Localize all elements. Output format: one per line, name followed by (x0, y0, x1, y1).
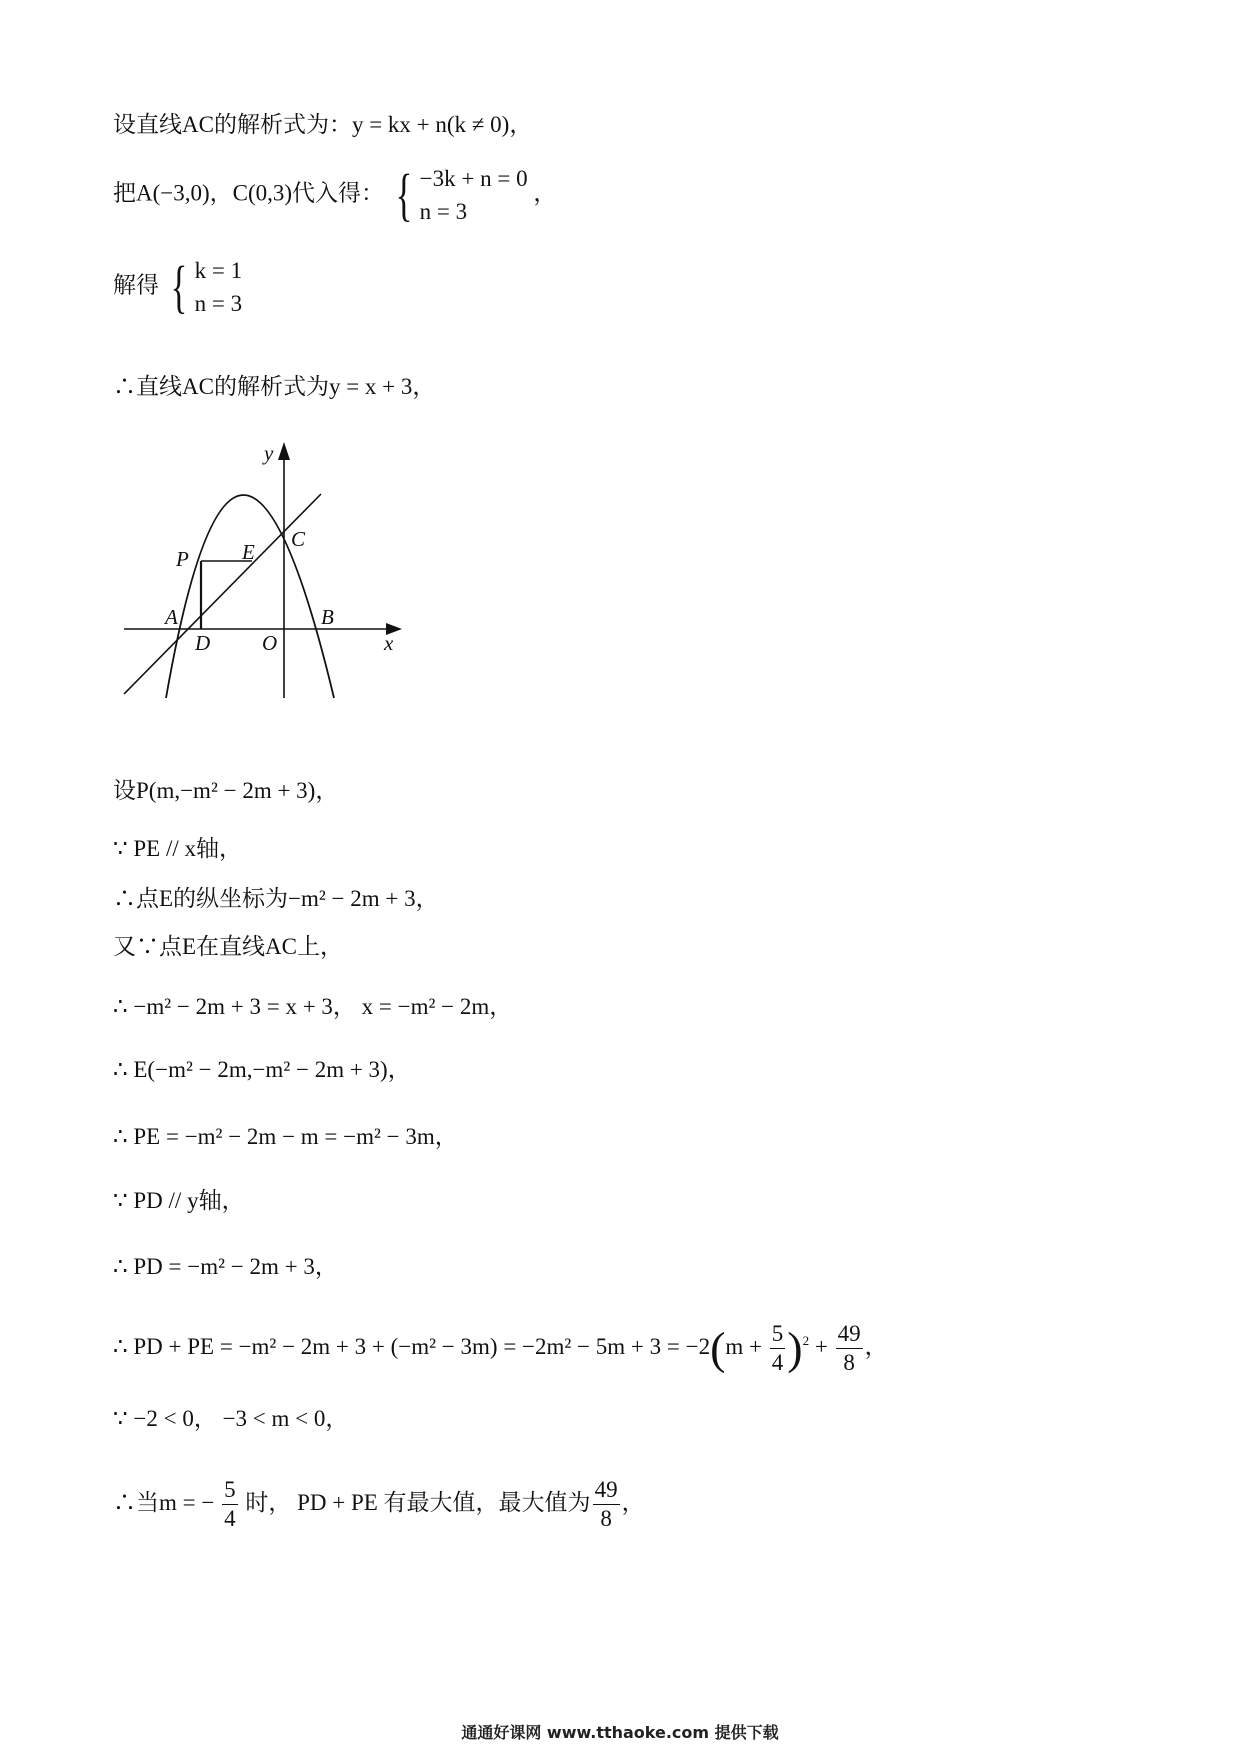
label-e: E (242, 540, 255, 564)
substitution-line (113, 162, 556, 228)
denominator: 4 (224, 1506, 236, 1531)
text-line: 又∵点E在直线AC上， (113, 934, 343, 959)
fraction-5-4 (222, 1476, 238, 1533)
exponent: 2 (802, 1333, 810, 1349)
text-line: ∴ −m² − 2m + 3 = x + 3， x = −m² − 2m， (113, 994, 513, 1019)
paren-open: ( (710, 1322, 726, 1374)
numerator: 49 (593, 1476, 620, 1505)
text-line: ∴点E的纵坐标为−m² − 2m + 3， (113, 886, 439, 911)
e-on-ac-line (113, 932, 343, 962)
pe-parallel-line (113, 834, 242, 864)
solution-line (113, 254, 242, 320)
text-segment: m + (725, 1333, 763, 1359)
punctuation: ， (621, 1489, 645, 1515)
sum-line (113, 1320, 888, 1377)
punctuation: ， (533, 180, 557, 206)
set-p-line (113, 776, 338, 806)
label-a: A (165, 605, 178, 629)
text-line: ∵ −2 < 0， −3 < m < 0， (113, 1406, 349, 1431)
pd-parallel-line (113, 1186, 245, 1216)
system-row: k = 1 (194, 258, 243, 283)
label-o: O (262, 631, 278, 655)
system-row: n = 3 (194, 291, 243, 316)
punctuation: ， (864, 1333, 888, 1359)
max-value-line (113, 1476, 645, 1533)
solution-system (165, 254, 242, 320)
label-x: x (384, 631, 394, 655)
fraction-5-4 (770, 1320, 786, 1377)
text-line: ∴ PE = −m² − 2m − m = −m² − 3m， (113, 1124, 458, 1149)
label-d: D (195, 631, 211, 655)
parabola-figure (120, 432, 420, 707)
text-segment: + (814, 1333, 828, 1359)
parabola-curve (166, 495, 334, 698)
text-segment: 把A(−3,0)，C(0,3)代入得： (113, 180, 385, 206)
numerator: 5 (770, 1320, 786, 1349)
fraction-49-8 (836, 1320, 863, 1377)
numerator: 49 (836, 1320, 863, 1349)
footer-watermark: 通通好课网 www.tthaoke.com 提供下载 (461, 1723, 779, 1742)
text-segment: ∴ PD + PE = −m² − 2m + 3 + (−m² − 3m) = −2m² − 5m + 3 = −2 (113, 1333, 711, 1359)
y-axis-arrow (278, 442, 290, 460)
text-line: ∴ PD = −m² − 2m + 3， (113, 1254, 338, 1279)
denominator: 8 (600, 1506, 612, 1531)
solve-x-line (113, 992, 512, 1022)
line-ac (124, 494, 321, 694)
text-line: ∵ PD // y轴， (113, 1188, 245, 1213)
e-ordinate-line (113, 884, 439, 914)
equation-system (390, 162, 528, 228)
text-line: 设直线AC的解析式为：y = kx + n(k ≠ 0)， (113, 112, 533, 137)
line-ac-result (113, 372, 435, 402)
text-segment: 解得 (113, 272, 159, 298)
fraction-49-8 (593, 1476, 620, 1533)
pd-length-line (113, 1252, 338, 1282)
denominator: 4 (771, 1350, 784, 1375)
text-segment: 时， PD + PE 有最大值，最大值为 (245, 1489, 591, 1515)
numerator: 5 (222, 1476, 238, 1505)
system-row: −3k + n = 0 (419, 166, 528, 191)
brace-symbol: { (395, 162, 413, 227)
pe-length-line (113, 1122, 458, 1152)
text-line: ∵ PE // x轴， (113, 836, 243, 861)
equation-line-ac-form (113, 110, 532, 140)
paren-close: ) (787, 1322, 803, 1374)
label-y: y (264, 441, 274, 465)
label-p: P (176, 547, 189, 571)
system-row: n = 3 (419, 199, 468, 224)
denominator: 8 (843, 1350, 855, 1375)
text-line: ∴ E(−m² − 2m,−m² − 2m + 3)， (113, 1057, 411, 1082)
label-c: C (291, 527, 306, 551)
brace-symbol: { (170, 254, 188, 319)
text-line: 设P(m,−m² − 2m + 3)， (113, 778, 339, 803)
text-segment: ∴当m = − (113, 1489, 215, 1515)
range-line (113, 1404, 348, 1434)
e-coordinates-line (113, 1055, 411, 1085)
text-line: ∴直线AC的解析式为y = x + 3， (113, 374, 436, 399)
label-b: B (321, 605, 334, 629)
